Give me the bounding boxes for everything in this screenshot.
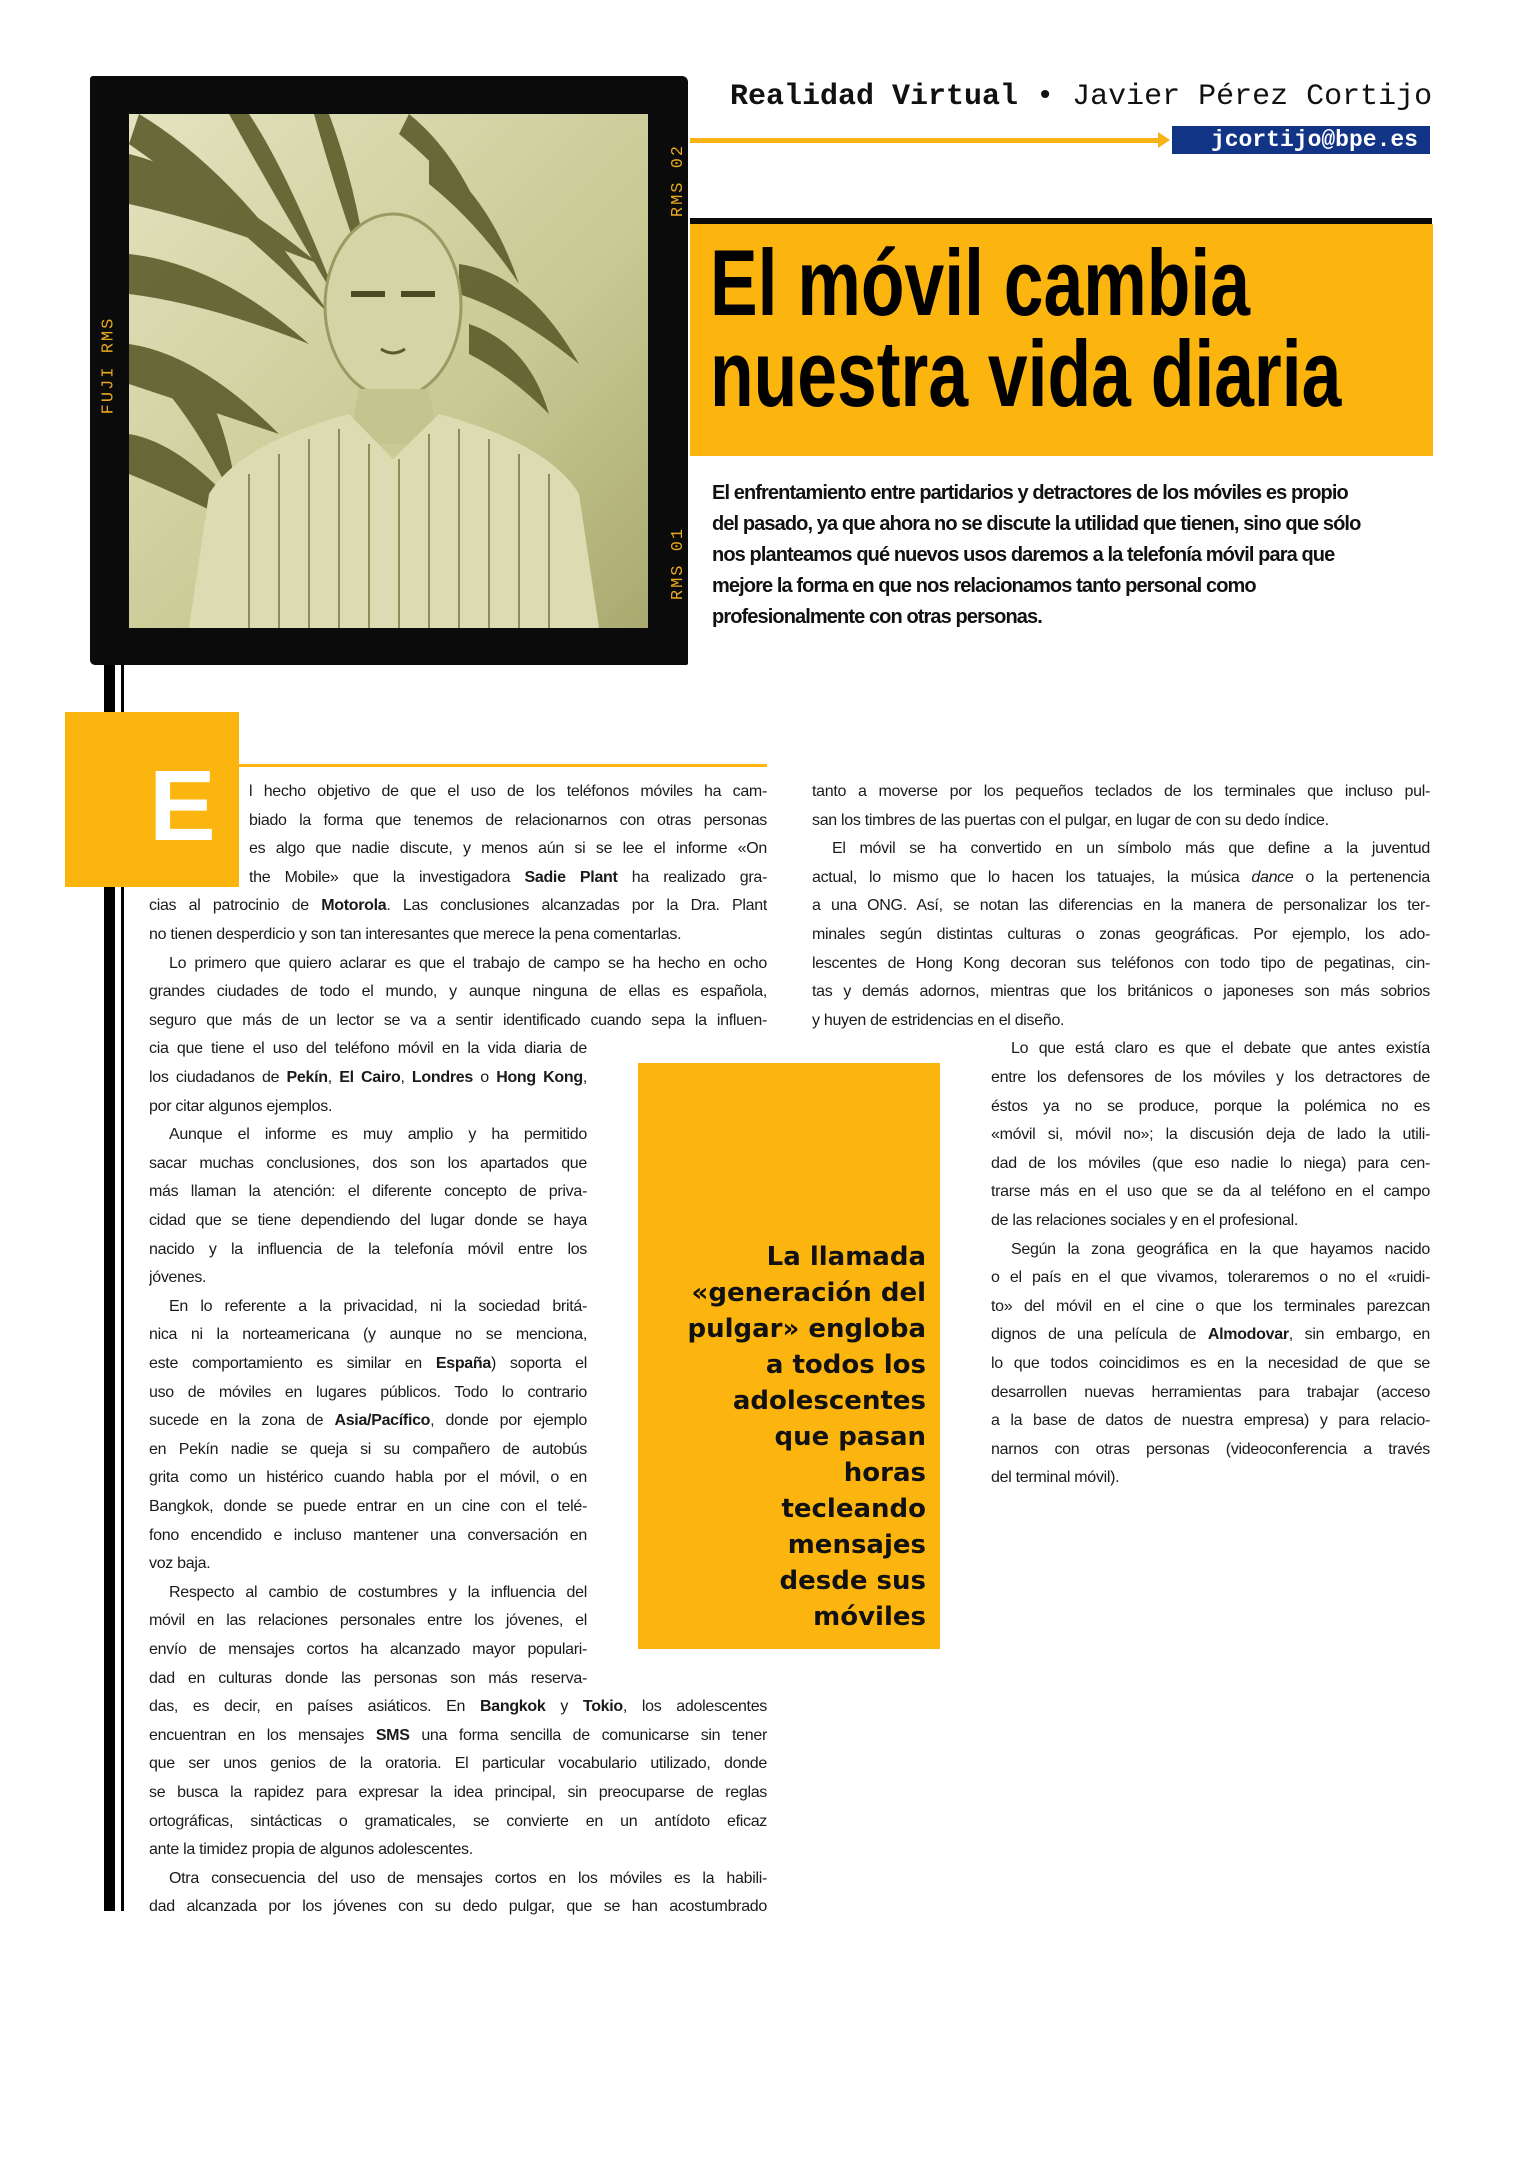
text-line [149,1693,767,1721]
text-run: encuentran en los mensajes [149,1726,376,1744]
text-line [169,1121,587,1149]
text-line [149,1493,587,1521]
arrow-icon [690,138,1160,143]
text-run: por citar algunos ejemplos. [149,1097,333,1115]
author-name: Javier Pérez Cortijo [1072,80,1433,114]
text-run: grandes ciudades de todo el mundo, y aunque ninguna de ellas es española, [149,983,767,1001]
text-line [991,1064,1430,1092]
text-run: «móvil si, móvil no»; la discusión deja de lado la utili- [991,1126,1430,1144]
drop-cap-letter: E [149,750,216,862]
headline-box [690,224,1433,456]
text-line [149,978,767,1006]
deck-line: profesionalmente con otras personas. [712,606,1042,628]
headline-line: El móvil cambia [710,230,1250,335]
text-run: los ciudadanos de [149,1069,287,1086]
pull-quote-line: La llamada [766,1242,926,1272]
text-line [991,1093,1430,1121]
text-run: Lo primero que quiero aclarar es que el trabajo de campo se ha hecho en ocho [169,954,767,972]
text-line [812,778,1430,806]
text-run: sacar muchas conclusiones, dos son los apartados que [149,1154,587,1172]
text-line [249,864,767,892]
text-run: , [582,1069,587,1086]
text-line [149,1836,767,1864]
film-edge-label: FUJI RMS [99,316,119,415]
deck-line: El enfrentamiento entre partidarios y detractores de los móviles es propio [712,482,1348,504]
text-line [991,1178,1430,1206]
text-run: grita como un histérico cuando habla por el móvil, o en [149,1469,587,1487]
text-run: desarrollen nuevas herramientas para trabajar (acceso [991,1383,1430,1401]
pull-quote-line: a todos los [765,1350,926,1380]
text-run: minales según distintas culturas o zonas geográficas. Por ejemplo, los ado- [812,926,1430,943]
text-run: Otra consecuencia del uso de mensajes cortos en los móviles es la habili- [169,1869,767,1887]
text-run: jóvenes. [149,1269,207,1287]
text-run: seguro que más de un lector se va a sentir identificado cuando sepa la influen- [149,1011,767,1029]
bold-term: Bangkok [480,1698,546,1716]
text-run: tas y demás adornos, mientras que los británicos o japoneses son más sobrios [812,983,1430,1001]
text-run: ) soporta el [490,1355,587,1372]
text-run: , [327,1069,340,1086]
text-run: , los adolescentes [622,1698,767,1716]
text-run: El móvil se ha convertido en un símbolo más que define a la juventud [832,840,1430,858]
pull-quote-line: tecleando [781,1494,926,1524]
deck-line: nos planteamos qué nuevos usos daremos a la telefonía móvil para que [712,544,1335,566]
text-line [149,1893,767,1921]
text-line [149,1522,587,1550]
text-run: móvil en las relaciones personales entre los jóvenes, el [149,1612,587,1630]
text-run: lo que todos coincidimos es en la necesidad de que se [991,1355,1430,1372]
pull-quote-line: «generación del [691,1278,926,1308]
text-line [149,892,767,920]
text-line [812,864,1430,892]
text-line [149,921,767,949]
text-line [149,1321,587,1349]
pull-quote-line: desde sus [779,1566,926,1596]
text-line [149,1779,767,1807]
text-line [991,1121,1430,1149]
text-line [149,1150,587,1178]
text-line [149,1178,587,1206]
text-run: , donde por ejemplo [430,1412,587,1430]
bold-term: SMS [375,1726,410,1744]
text-run: a la base de datos de nuestra empresa) y para relacio- [991,1412,1430,1430]
text-run: a una ONG. Así, se notan las diferencias en la manera de personalizar los ter- [812,897,1430,915]
author-photo [129,114,648,628]
bold-term: Pekín [286,1069,328,1086]
text-run: o [472,1069,497,1086]
text-run: l hecho objetivo de que el uso de los teléfonos móviles ha cam- [249,783,767,800]
text-run: envío de mensajes cortos ha alcanzado mayor populari- [149,1641,587,1658]
author-email[interactable]: jcortijo@bpe.es [1172,126,1430,154]
text-run: sucede en la zona de [149,1412,335,1430]
pull-quote-line: adolescentes [732,1386,926,1416]
text-line [149,1207,587,1235]
text-line [249,807,767,835]
text-run: Lo que está claro es que el debate que antes existía [1011,1040,1430,1058]
text-run: Según la zona geográfica en la que hayamos nacido [1011,1240,1430,1258]
bold-term: Londres [411,1069,473,1086]
text-line [169,950,767,978]
text-run: the Mobile» que la investigadora [249,868,525,886]
text-line [812,921,1430,949]
text-line [991,1207,1430,1235]
text-line [169,1293,587,1321]
text-run: entre los defensores de los móviles y los detractores de [991,1069,1430,1086]
text-line [249,778,767,806]
bold-term: Hong Kong [496,1069,583,1086]
text-line [149,1236,587,1264]
text-run: nica ni la norteamericana (y aunque no se menciona, [149,1326,587,1344]
text-run: actual, lo mismo que lo hacen los tatuajes, la música [812,868,1252,886]
text-run: ortográficas, sintácticas o gramaticales, se convierte en un antídoto eficaz [149,1812,767,1830]
text-line [832,835,1430,863]
text-run: cidad que se tiene dependiendo del lugar donde se haya [149,1212,587,1229]
text-run: se busca la rapidez para expresar la idea principal, sin preocuparse de reglas [149,1784,767,1801]
pull-quote-line: mensajes [787,1530,926,1560]
text-line [149,1636,587,1664]
text-line [149,1722,767,1750]
text-line [249,835,767,863]
text-run: Bangkok, donde se puede entrar en un cine con el telé- [149,1498,587,1515]
italic-term: dance [1251,868,1294,886]
column-rule [239,764,767,767]
text-line [149,1007,767,1035]
text-run: es algo que nadie discute, y menos aún si se lee el informe «On [249,840,767,858]
text-run: este comportamiento es similar en [149,1355,436,1372]
text-run: de las relaciones sociales y en el profesional. [991,1212,1298,1229]
text-line [991,1321,1430,1349]
text-line [812,950,1430,978]
bold-term: Asia/Pacífico [334,1412,431,1430]
film-edge-label: RMS 02 [669,143,689,218]
text-run: dignos de una película de [991,1326,1208,1344]
text-line [812,978,1430,1006]
text-line [991,1150,1430,1178]
text-line [812,892,1430,920]
text-line [169,1579,587,1607]
text-run: del terminal móvil). [991,1469,1120,1487]
text-run: ante la timidez propia de algunos adolescentes. [149,1841,473,1859]
deck-line: del pasado, ya que ahora no se discute la utilidad que tienen, sino que sólo [712,513,1361,535]
separator: • [1036,80,1055,114]
text-line [1011,1035,1430,1063]
text-run: que ser unos genios de la oratoria. El particular vocabulario utilizado, donde [149,1755,767,1773]
text-run: y [545,1698,583,1716]
text-line [149,1379,587,1407]
text-line [149,1808,767,1836]
section-byline [730,80,1432,114]
text-run: fono encendido e incluso mantener una conversación en [149,1526,587,1544]
text-run: éstos ya no se produce, porque la polémica no es [991,1097,1430,1115]
text-run: uso de móviles en lugares públicos. Todo lo contrario [149,1383,587,1401]
bold-term: El Cairo [339,1069,401,1086]
text-run: y huyen de estridencias en el diseño. [812,1011,1065,1029]
text-run: cia que tiene el uso del teléfono móvil en la vida diaria de [149,1040,587,1058]
text-run: trarse más en el uso que se da al teléfono en el campo [991,1183,1430,1201]
bold-term: España [435,1355,491,1372]
section-name: Realidad Virtual [730,80,1019,114]
text-run: cias al patrocinio de [149,897,322,915]
headline-line: nuestra vida diaria [710,321,1342,426]
text-line [149,1407,587,1435]
text-line [991,1379,1430,1407]
text-run: . Las conclusiones alcanzadas por la Dra. Plant [386,897,767,915]
arrow-head-icon [1158,132,1170,148]
text-run: En lo referente a la privacidad, ni la sociedad britá- [169,1297,587,1315]
deck-line: mejore la forma en que nos relacionamos tanto personal como [712,575,1256,597]
text-line [991,1407,1430,1435]
text-run: dad de los móviles (que eso nadie lo niega) para cen- [991,1154,1430,1172]
text-run: Aunque el informe es muy amplio y ha permitido [169,1126,587,1144]
text-line [149,1436,587,1464]
drop-cap [65,712,239,887]
text-line [991,1293,1430,1321]
text-run: voz baja. [149,1555,211,1573]
text-run: san los timbres de las puertas con el pulgar, en lugar de con su dedo índice. [812,811,1329,829]
text-run: tanto a moverse por los pequeños teclados de los terminales que incluso pul- [812,783,1430,800]
text-line [812,807,1430,835]
text-run: biado la forma que tenemos de relacionarnos con otras personas [249,811,767,829]
text-line [149,1550,587,1578]
text-line [149,1035,587,1063]
pull-quote-line: que pasan [774,1422,926,1452]
bold-term: Tokio [582,1698,623,1716]
text-run: más llaman la atención: el diferente concepto de priva- [149,1183,587,1201]
pull-quote [638,1063,940,1649]
text-run: no tienen desperdicio y son tan interesantes que merece la pena comentarlas. [149,926,682,943]
text-line [149,1665,587,1693]
text-run: , sin embargo, en [1288,1326,1430,1344]
text-line [149,1264,587,1292]
text-line [149,1607,587,1635]
text-line [149,1064,587,1092]
pull-quote-line: horas [843,1458,926,1488]
film-edge-label: RMS 01 [669,526,689,601]
text-line [149,1464,587,1492]
text-run: to» del móvil en el cine o que los terminales parezcan [991,1297,1430,1315]
text-run: ha realizado gra- [617,868,767,886]
text-run: Respecto al cambio de costumbres y la influencia del [169,1583,587,1601]
text-line [991,1350,1430,1378]
pull-quote-line: pulgar» engloba [687,1314,926,1344]
text-run: dad en culturas donde las personas son más reserva- [149,1669,587,1687]
text-run: una forma sencilla de comunicarse sin tener [409,1726,767,1744]
text-line [991,1264,1430,1292]
text-run: o el país en el que vivamos, toleraremos o no el «ruidi- [991,1269,1430,1287]
text-run: dad alcanzada por los jóvenes con su dedo pulgar, que se han acostumbrado [149,1898,767,1916]
text-line [812,1007,1430,1035]
bold-term: Sadie Plant [524,868,618,886]
text-line [169,1865,767,1893]
text-line [1011,1236,1430,1264]
text-run: narnos con otras personas (videoconferencia a través [991,1440,1430,1458]
pull-quote-line: móviles [813,1602,926,1632]
text-run: , [400,1069,412,1086]
text-run: en Pekín nadie se queja si su compañero de autobús [149,1440,587,1458]
text-line [149,1350,587,1378]
text-line [149,1093,587,1121]
text-run: das, es decir, en países asiáticos. En [149,1698,480,1716]
text-run: nacido y la influencia de la telefonía móvil entre los [149,1240,587,1258]
text-run: o la pertenencia [1293,868,1430,886]
bold-term: Almodovar [1207,1326,1289,1344]
text-run: lescentes de Hong Kong decoran sus teléfonos con todo tipo de pegatinas, cin- [812,954,1430,972]
text-line [991,1436,1430,1464]
bold-term: Motorola [321,897,387,915]
text-line [149,1750,767,1778]
text-line [991,1464,1430,1492]
